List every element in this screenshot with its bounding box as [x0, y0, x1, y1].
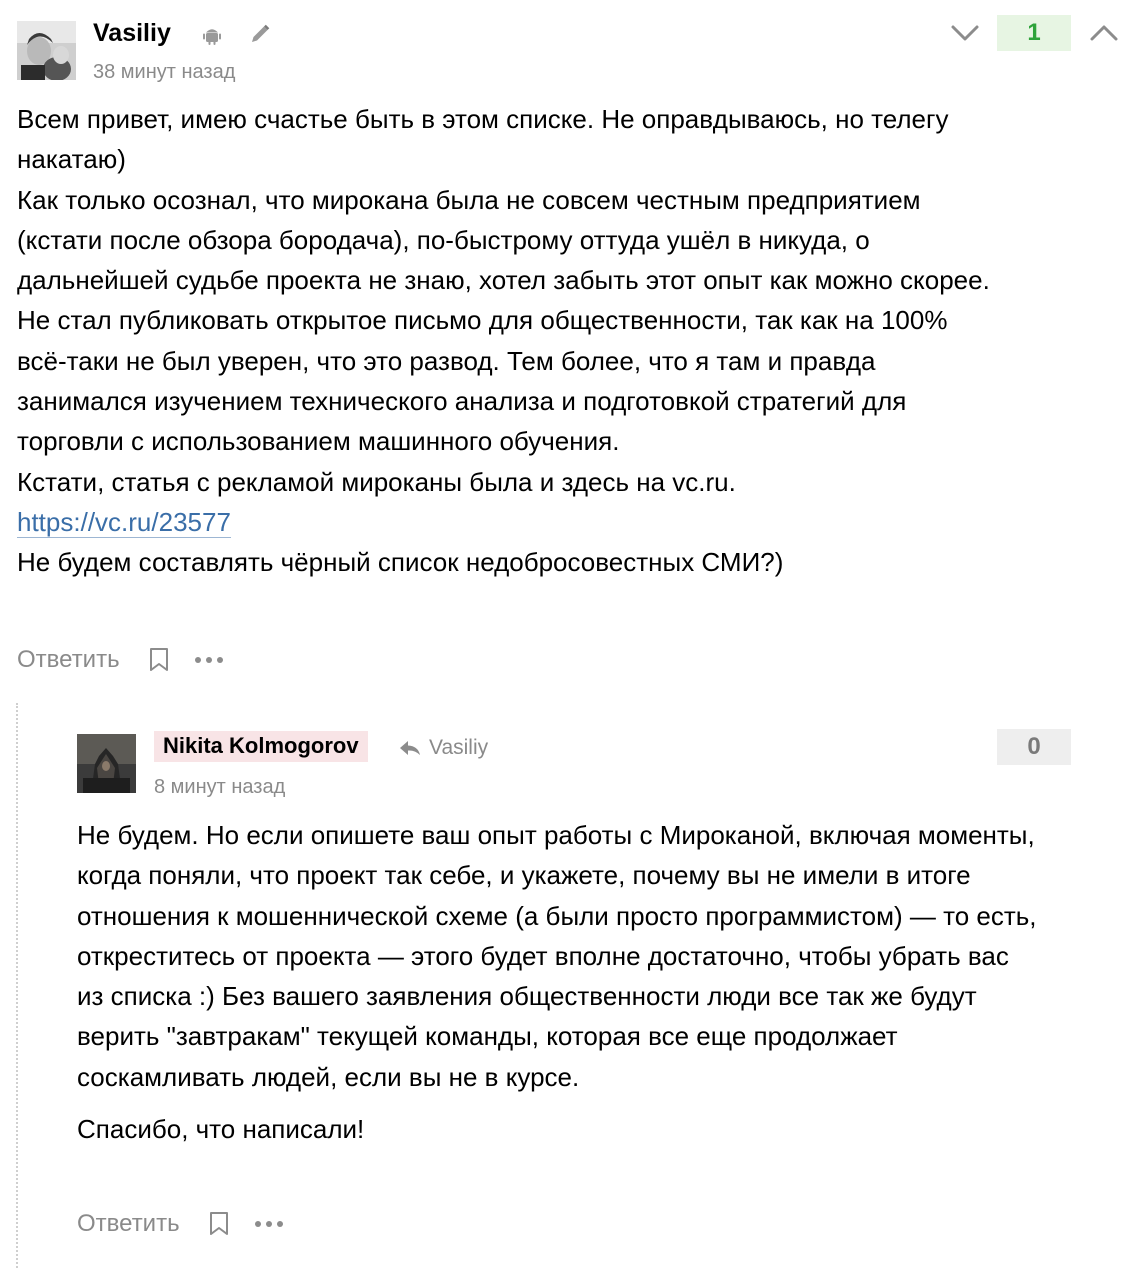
thread-line[interactable]: [16, 703, 18, 1268]
author-name[interactable]: Nikita Kolmogorov: [154, 731, 368, 762]
bookmark-icon[interactable]: [208, 1211, 230, 1237]
vote-score: 0: [997, 729, 1071, 765]
android-icon: [201, 25, 223, 47]
avatar[interactable]: [77, 734, 136, 793]
reply-arrow-icon: [398, 738, 422, 758]
reply-to[interactable]: [398, 736, 488, 760]
reply-button[interactable]: Ответить: [77, 1210, 180, 1237]
comment-actions: [17, 645, 224, 675]
comment-paragraph: Не будем. Но если опишете ваш опыт работы с Мироканой, включая моменты, когда поняли, что проект так себе, и укажете, почему вы не имели в итоге отношения к мошеннической схеме (а были просто программистом) — то есть, откреститесь от проекта — этого будет вполне достаточно, чтобы убрать вас из списка :) Без вашего заявления общественности люди все так же будут верить "завтракам" текущей команды, которая все еще продолжает соскамливать людей, если вы не в курсе.: [77, 820, 1037, 1092]
comment-paragraph: Всем привет, имею счастье быть в этом списке. Не оправдываюсь, но телегу накатаю): [17, 104, 949, 175]
reply-button[interactable]: Ответить: [17, 646, 120, 673]
chevron-up-icon[interactable]: [1087, 18, 1121, 48]
pencil-icon[interactable]: [249, 23, 271, 45]
author-name[interactable]: Vasiliy: [93, 19, 171, 47]
comment-paragraph: Как только осознал, что мирокана была не совсем честным предприятием (кстати после обзора бородача), по-быстрому оттуда ушёл в никуда, о дальнейшей судьбе проекта не знаю, хотел забыть этот опыт как можно скорее. Не стал публиковать открытое письмо для общественности, так как на 100% всё-таки не был уверен, что это развод. Тем более, что я там и правда занимался изучением технического анализа и подготовкой стратегий для торговли с использованием машинного обучения.: [17, 184, 990, 457]
chevron-down-icon[interactable]: [948, 18, 982, 48]
comment-body: [77, 815, 1037, 1149]
bookmark-icon[interactable]: [148, 647, 170, 673]
comment-body: [17, 99, 997, 583]
timestamp[interactable]: 38 минут назад: [93, 61, 236, 83]
avatar[interactable]: [17, 21, 76, 80]
comment-link[interactable]: https://vc.ru/23577: [17, 506, 231, 537]
avatar-photo: [17, 21, 76, 80]
avatar-photo: [77, 734, 136, 793]
timestamp[interactable]: 8 минут назад: [154, 776, 286, 798]
comment-actions: [77, 1209, 284, 1239]
reply-to-name[interactable]: Vasiliy: [429, 736, 489, 759]
comment-paragraph: Кстати, статья с рекламой мироканы была и здесь на vc.ru.: [17, 466, 736, 497]
more-icon[interactable]: [194, 655, 224, 665]
vote-score: 1: [997, 15, 1071, 51]
comment-paragraph: Не будем составлять чёрный список недобросовестных СМИ?): [17, 547, 784, 578]
comment-paragraph: Спасибо, что написали!: [77, 1114, 365, 1145]
more-icon[interactable]: [254, 1219, 284, 1229]
comment-link-line: [17, 502, 997, 542]
